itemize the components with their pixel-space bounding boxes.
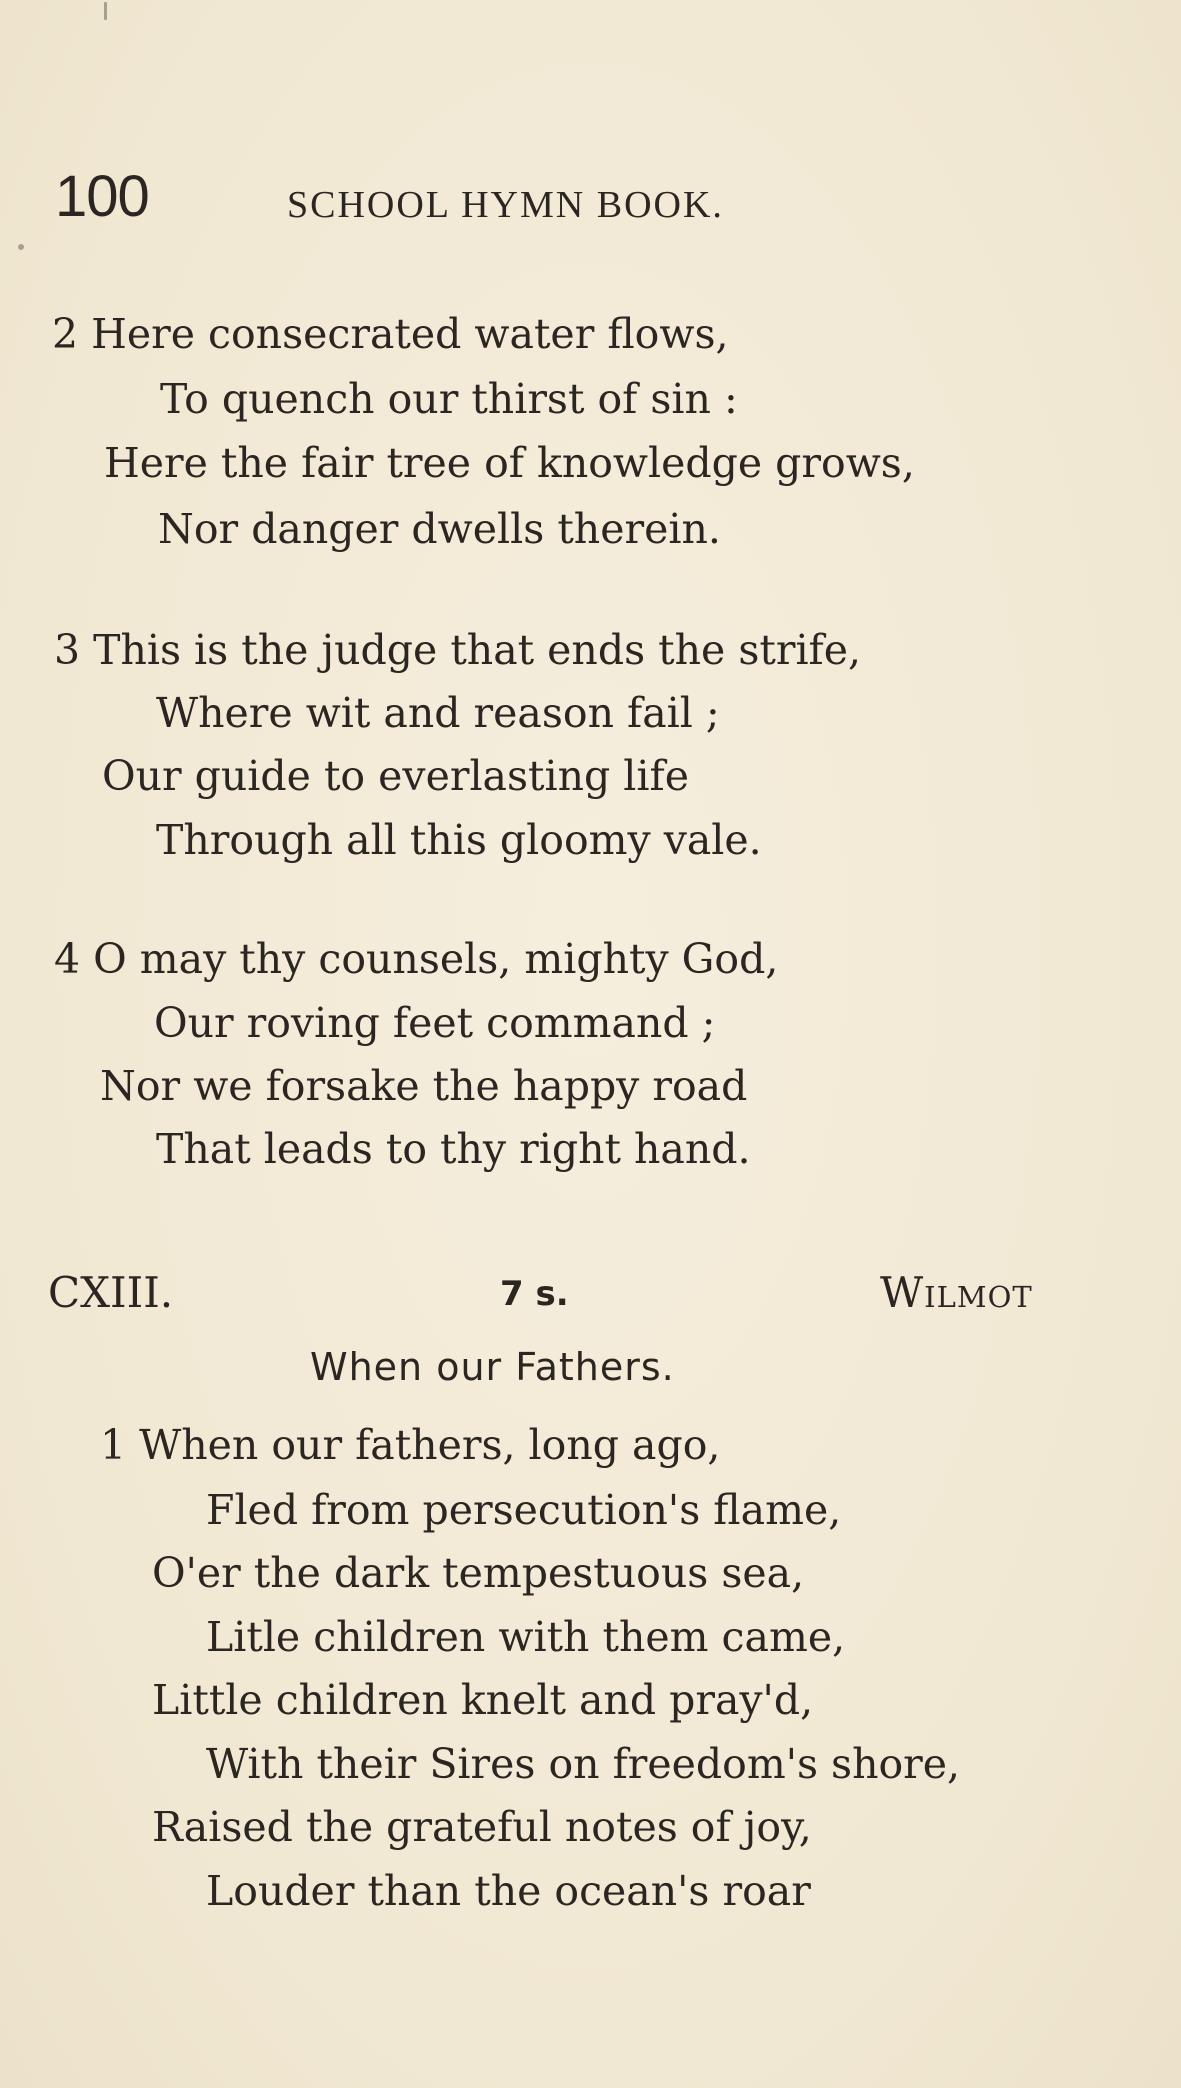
print-speck — [18, 244, 24, 250]
verse-line: Our guide to everlasting life — [102, 752, 689, 800]
verse-line: To quench our thirst of sin : — [160, 375, 738, 423]
verse-line: Little children knelt and pray'd, — [152, 1676, 814, 1724]
verse-line: Fled from persecution's flame, — [206, 1486, 842, 1534]
hymn-meter: 7 s. — [500, 1274, 569, 1314]
page-number: 100 — [55, 164, 149, 229]
hymn-author: Wilmot — [880, 1268, 1033, 1317]
verse-line: 1 When our fathers, long ago, — [100, 1421, 721, 1469]
verse-line: 4 O may thy counsels, mighty God, — [54, 935, 779, 983]
verse-line: O'er the dark tempestuous sea, — [152, 1549, 805, 1597]
verse-line: Through all this gloomy vale. — [156, 816, 762, 864]
verse-line: That leads to thy right hand. — [156, 1125, 751, 1173]
verse-line: 2 Here consecrated water flows, — [52, 310, 729, 358]
verse-line: Litle children with them came, — [206, 1613, 846, 1661]
verse-line: Here the fair tree of knowledge grows, — [104, 439, 915, 487]
verse-line: Where wit and reason fail ; — [156, 689, 720, 737]
verse-line: Nor danger dwells therein. — [158, 505, 721, 553]
verse-line: Nor we forsake the happy road — [100, 1062, 748, 1110]
hymn-title: When our Fathers. — [310, 1345, 675, 1389]
verse-line: Louder than the ocean's roar — [206, 1867, 811, 1915]
verse-line: Raised the grateful notes of joy, — [152, 1803, 812, 1851]
verse-line: 3 This is the judge that ends the strife, — [54, 626, 862, 674]
verse-line: Our roving feet command ; — [154, 999, 716, 1047]
verse-line: With their Sires on freedom's shore, — [206, 1740, 961, 1788]
running-title: SCHOOL HYMN BOOK. — [287, 184, 724, 226]
hymn-number: CXIII. — [48, 1268, 174, 1317]
print-speck — [104, 2, 107, 20]
